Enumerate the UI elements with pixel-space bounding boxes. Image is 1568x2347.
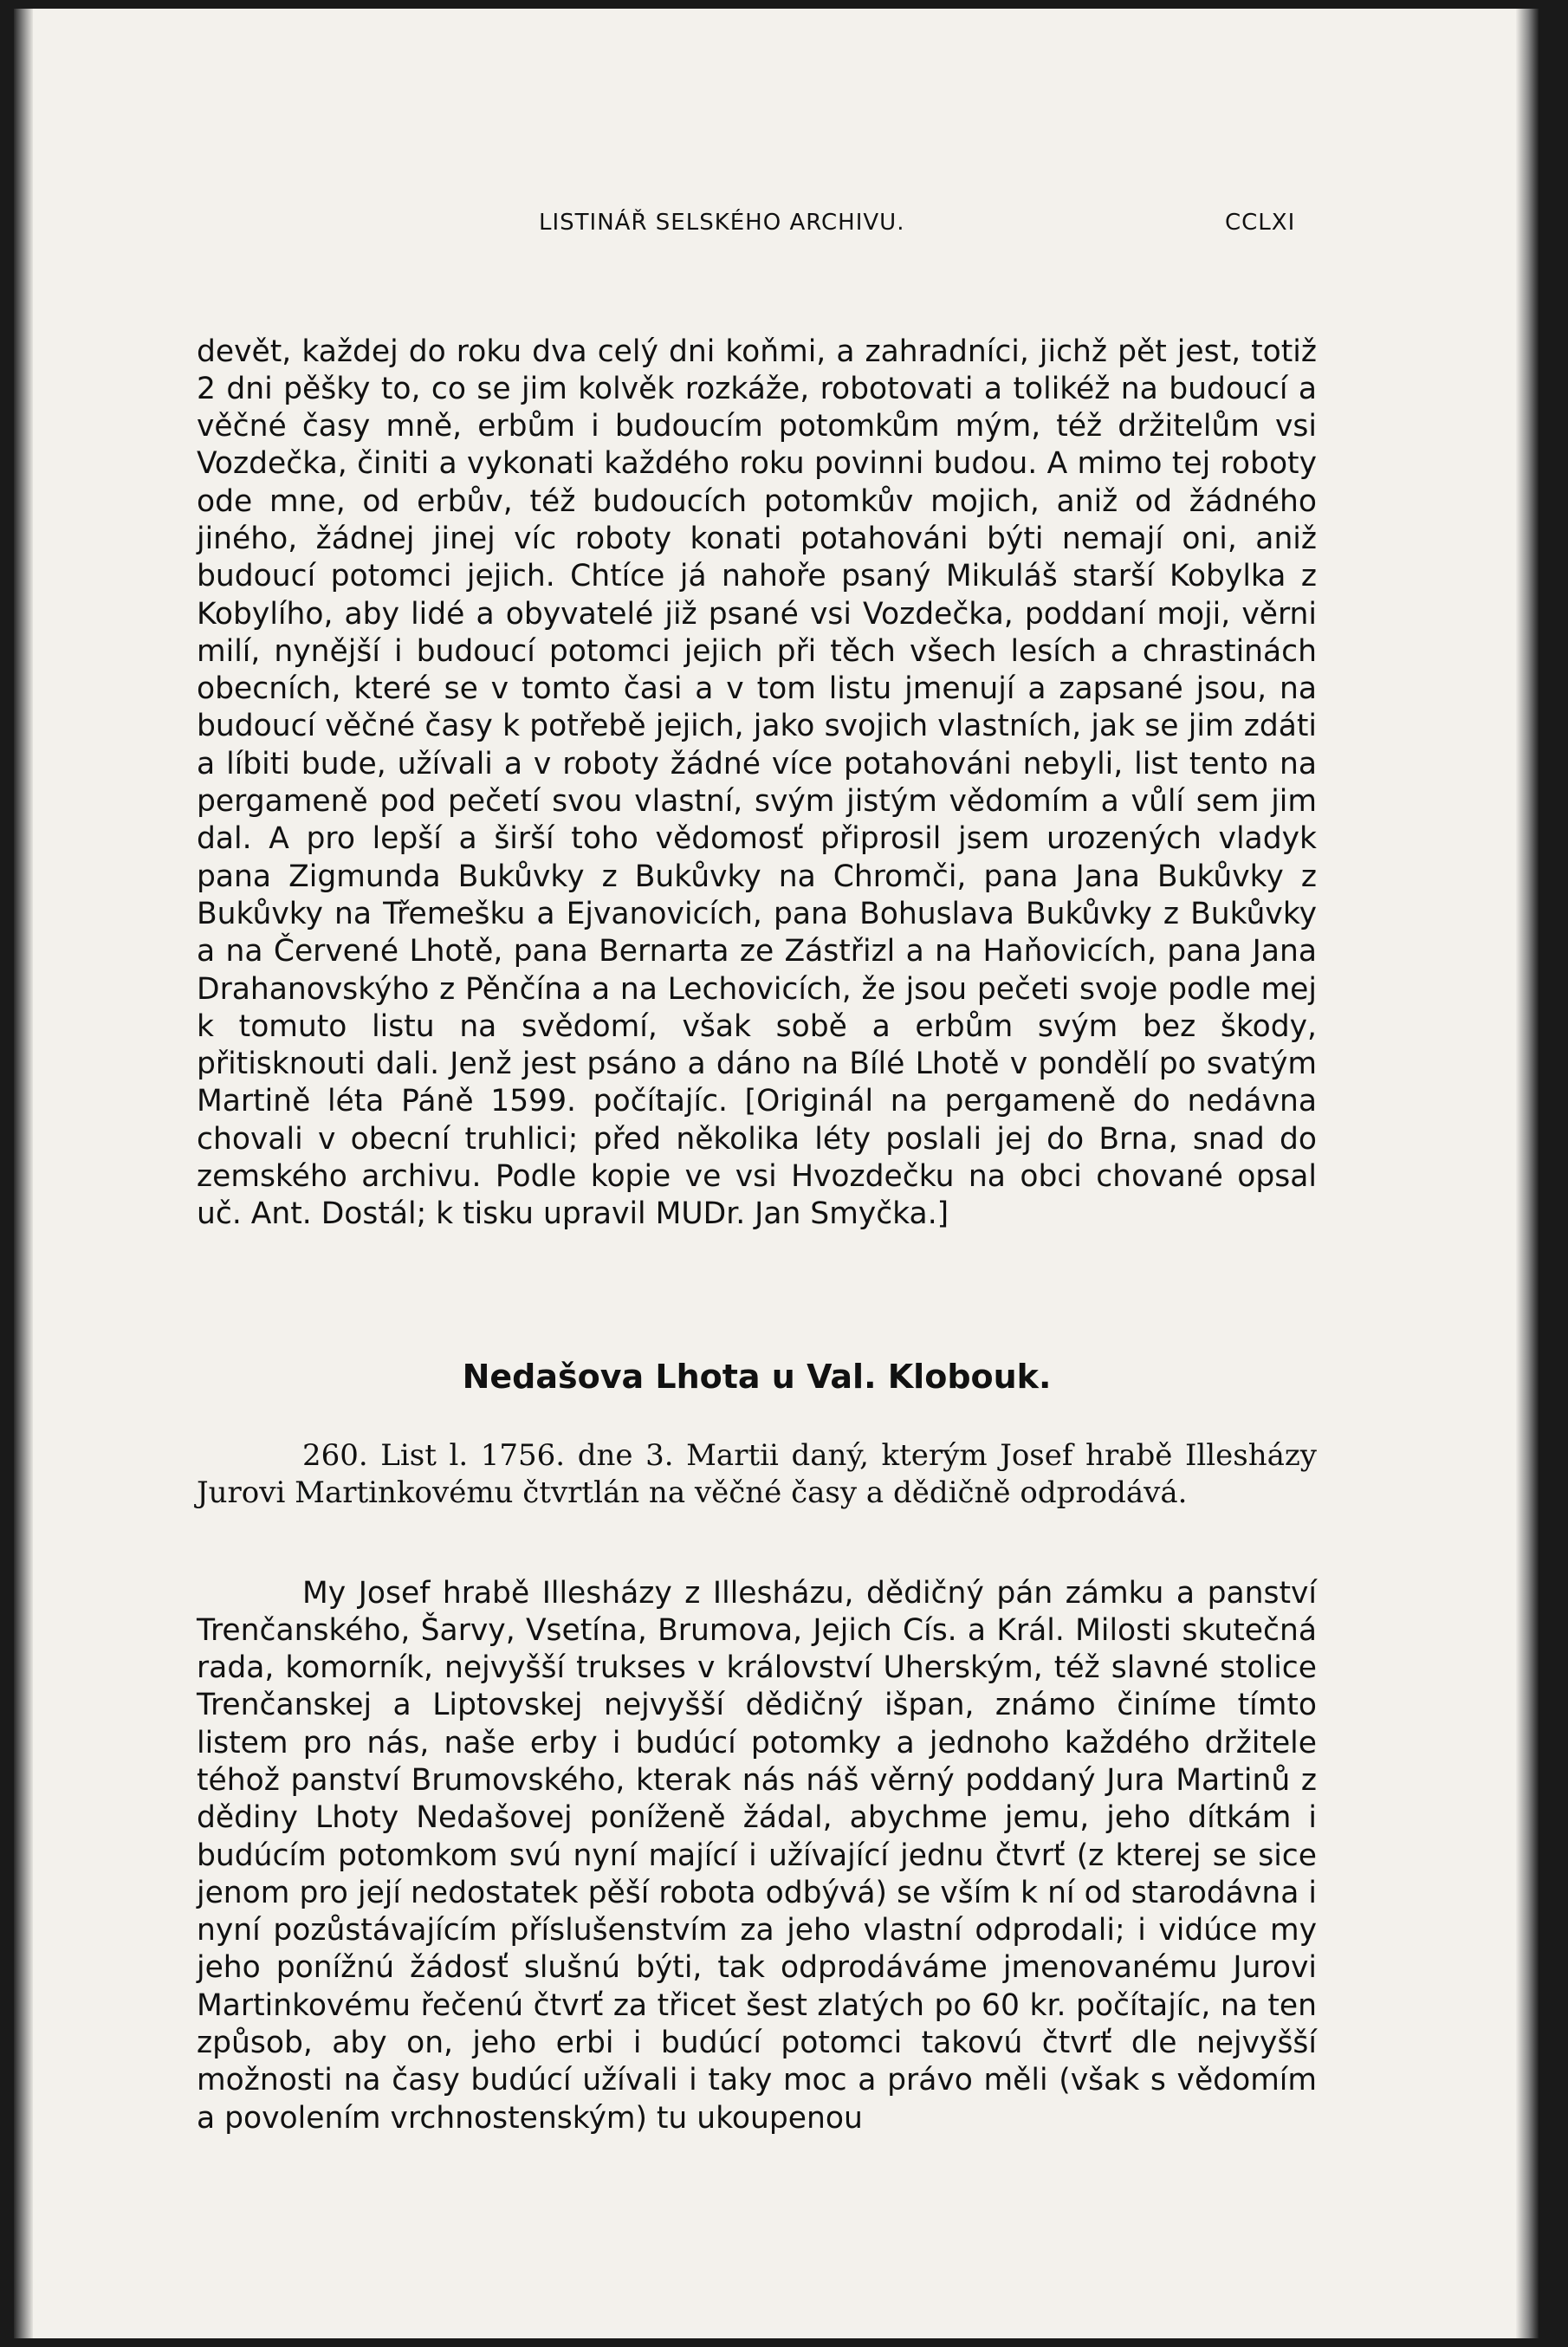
page-number: CCLXI (1225, 210, 1296, 236)
book-page (14, 9, 1539, 2338)
section-heading: Nedašova Lhota u Val. Klobouk. (462, 1358, 1052, 1396)
running-head: LISTINÁŘ SELSKÉHO ARCHIVU. (539, 210, 905, 236)
scan-edge-left (14, 9, 33, 2338)
entry-heading: 260. List l. 1756. dne 3. Martii daný, kterým Josef hrabě Illesházy Jurovi Martinkovému čtvrtlán na věčné časy a dědičně odprodává. (197, 1438, 1317, 1511)
scan-edge-right (1516, 9, 1539, 2338)
charter-paragraph: My Josef hrabě Illesházy z Illesházu, dědičný pán zámku a panství Trenčanského, Šarvy, Vsetína, Brumova, Jejich Cís. a Král. Milosti skutečná rada, komorník, nejvyšší trukses v království Uherským, též slavné stolice Trenčanskej a Liptovskej nejvyšší dědičný išpan, známo činíme tímto listem pro nás, naše erby i budúcí potomky a jednoho každého držitele téhož panství Brumovského, kterak nás náš věrný poddaný Jura Martinů z dědiny Lhoty Nedašovej poníženě žádal, abychme jemu, jeho dítkám i budúcím potomkom svú nyní mající i užívající jednu čtvrť (z kterej se sice jenom pro její nedostatek pěší robota odbývá) se vším k ní od starodávna i nyní pozůstávajícím příslušenstvím za jeho vlastní odprodali; i vidúce my jeho ponížnú žádosť slušnú býti, tak odprodáváme jmenovanému Jurovi Martinkovému řečenú čtvrť za třicet šest zlatých po 60 kr. počítajíc, na ten způsob, aby on, jeho erbi i budúcí potomci takovú čtvrť dle nejvyšší možnosti na časy budúcí užívali i taky moc a právo měli (však s vědomím a povolením vrchnostenským) tu ukoupenou (197, 1575, 1317, 2136)
continuation-paragraph: devět, každej do roku dva celý dni koňmi, a zahradníci, jichž pět jest, totiž 2 dni pěšky to, co se jim kolvěk rozkáže, robotovati a tolikéž na budoucí a věčné časy mně, erbům i budoucím potomkům mým, též držitelům vsi Vozdečka, činiti a vykonati každého roku povinni budou. A mimo tej roboty ode mne, od erbův, též budoucích potomkův mojich, aniž od žádného jiného, žádnej jinej víc roboty konati potahováni býti nemají oni, aniž budoucí potomci jejich. Chtíce já nahoře psaný Mikuláš starší Kobylka z Kobylího, aby lidé a obyvatelé již psané vsi Vozdečka, poddaní moji, věrni milí, nynější i budoucí potomci jejich při těch všech lesích a chrastinách obecních, které se v tomto časi a v tom listu jmenují a zapsané jsou, na budoucí věčné časy k potřebě jejich, jako svojich vlastních, jak se jim zdáti a líbiti bude, užívali a v roboty žádné více potahováni nebyli, list tento na pergameně pod pečetí svou vlastní, svým jistým vědomím a vůlí sem jim dal. A pro lepší a širší toho vědomosť připrosil jsem urozených vladyk pana Zigmunda Bukůvky z Bukůvky na Chromči, pana Jana Bukůvky z Bukůvky na Třemešku a Ejvanovicích, pana Bohuslava Bukůvky z Bukůvky a na Červené Lhotě, pana Bernarta ze Zástřizl a na Haňovicích, pana Jana Drahanovskýho z Pěnčína a na Lechovicích, že jsou pečeti svoje podle mej k tomuto listu na svědomí, však sobě a erbům svým bez škody, přitisknouti dali. Jenž jest psáno a dáno na Bílé Lhotě v pondělí po svatým Martině léta Páně 1599. počítajíc. [Originál na pergameně do nedávna chovali v obecní truhlici; před několika léty poslali jej do Brna, snad do zemského archivu. Podle kopie ve vsi Hvozdečku na obci chované opsal uč. Ant. Dostál; k tisku upravil MUDr. Jan Smyčka.] (197, 334, 1317, 1232)
